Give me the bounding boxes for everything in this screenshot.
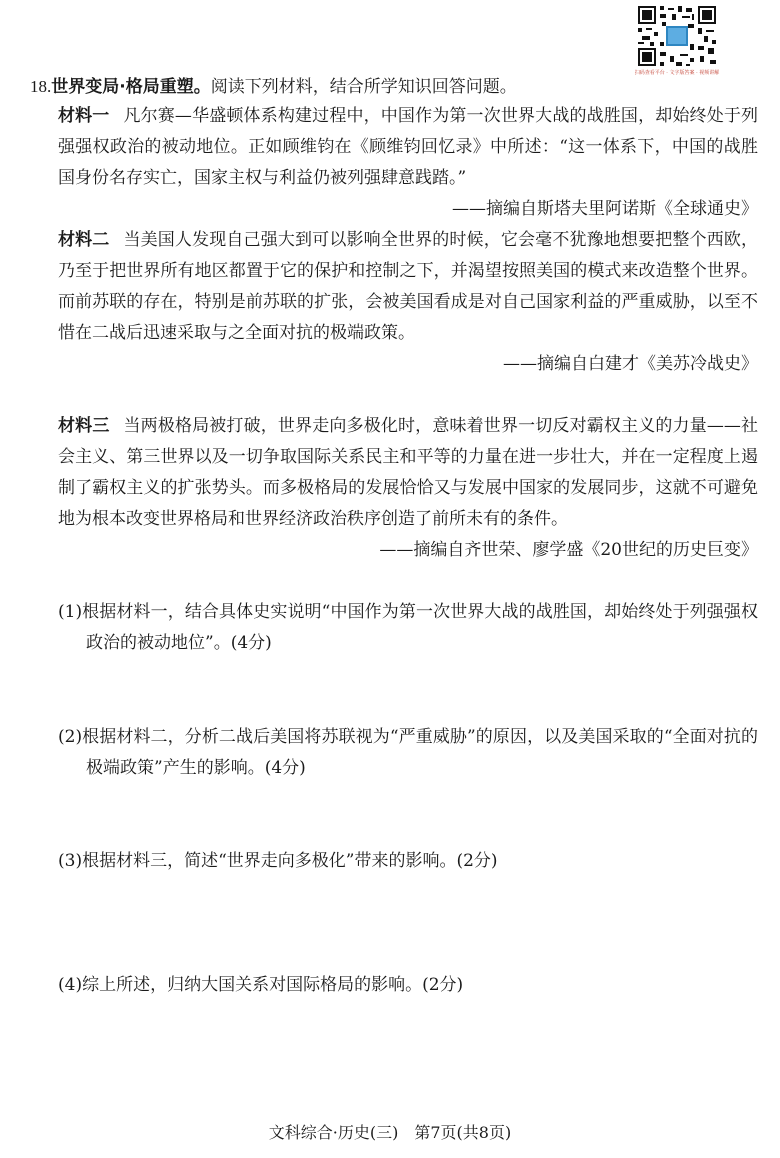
material-2 — [58, 225, 758, 380]
material-1-text: 凡尔赛—华盛顿体系构建过程中，中国作为第一次世界大战的战胜国，却始终处于列强强权政治的被动地位。正如顾维钧在《顾维钧回忆录》中所述：“这一体系下，中国的战胜国身份名存实亡，国家主权与利益仍被列强肆意践踏。” — [58, 106, 759, 188]
material-2-text: 当美国人发现自己强大到可以影响全世界的时候，它会毫不犹豫地想要把整个西欧，乃至于把世界所有地区都置于它的保护和控制之下，并渴望按照美国的模式来改造整个世界。而前苏联的存在，特别是前苏联的扩张，会被美国看成是对自己国家利益的严重威胁，以至不惜在二战后迅速采取与之全面对抗的极端政策。 — [58, 230, 759, 343]
material-3-label: 材料三 — [58, 416, 110, 436]
material-2-label: 材料二 — [58, 230, 110, 250]
sub-question-3 — [58, 846, 758, 877]
sub-question-2 — [58, 722, 758, 784]
question-topic: 世界变局·格局重塑。 — [51, 77, 211, 97]
sub-question-4-text: (4)综上所述，归纳大国关系对国际格局的影响。(2分) — [58, 975, 464, 995]
question-instruction: 阅读下列材料，结合所学知识回答问题。 — [210, 77, 517, 97]
sub-question-1-text: (1)根据材料一，结合具体史实说明“中国作为第一次世界大战的战胜国，却始终处于列强强权政治的被动地位”。(4分) — [58, 602, 758, 653]
material-1-label: 材料一 — [58, 106, 110, 126]
material-1-source: ——摘编自斯塔夫里阿诺斯《全球通史》 — [452, 199, 758, 219]
material-3 — [58, 411, 758, 566]
question-heading — [30, 74, 610, 100]
page-footer: 文科综合·历史(三) 第7页(共8页) — [268, 1123, 512, 1142]
material-1 — [58, 101, 758, 225]
sub-question-3-text: (3)根据材料三，简述“世界走向多极化”带来的影响。(2分) — [58, 851, 498, 871]
qr-caption: 扫码查看平台 · 文字版答案 · 视频讲解 — [634, 70, 720, 76]
material-2-source: ——摘编自白建才《美苏冷战史》 — [503, 354, 758, 374]
sub-question-1 — [58, 597, 758, 659]
qr-code-icon[interactable] — [636, 4, 718, 68]
material-3-source: ——摘编自齐世荣、廖学盛《20世纪的历史巨变》 — [379, 540, 758, 560]
sub-question-2-text: (2)根据材料二，分析二战后美国将苏联视为“严重威胁”的原因，以及美国采取的“全面对抗的极端政策”产生的影响。(4分) — [58, 727, 758, 778]
question-number: 18. — [30, 77, 52, 96]
sub-question-4 — [58, 970, 758, 1001]
material-3-text: 当两极格局被打破，世界走向多极化时，意味着世界一切反对霸权主义的力量——社会主义、第三世界以及一切争取国际关系民主和平等的力量在进一步壮大，并在一定程度上遏制了霸权主义的扩张势头。而多极格局的发展恰恰又与发展中国家的发展同步，这就不可避免地为根本改变世界格局和世界经济政治秩序创造了前所未有的条件。 — [58, 416, 759, 529]
